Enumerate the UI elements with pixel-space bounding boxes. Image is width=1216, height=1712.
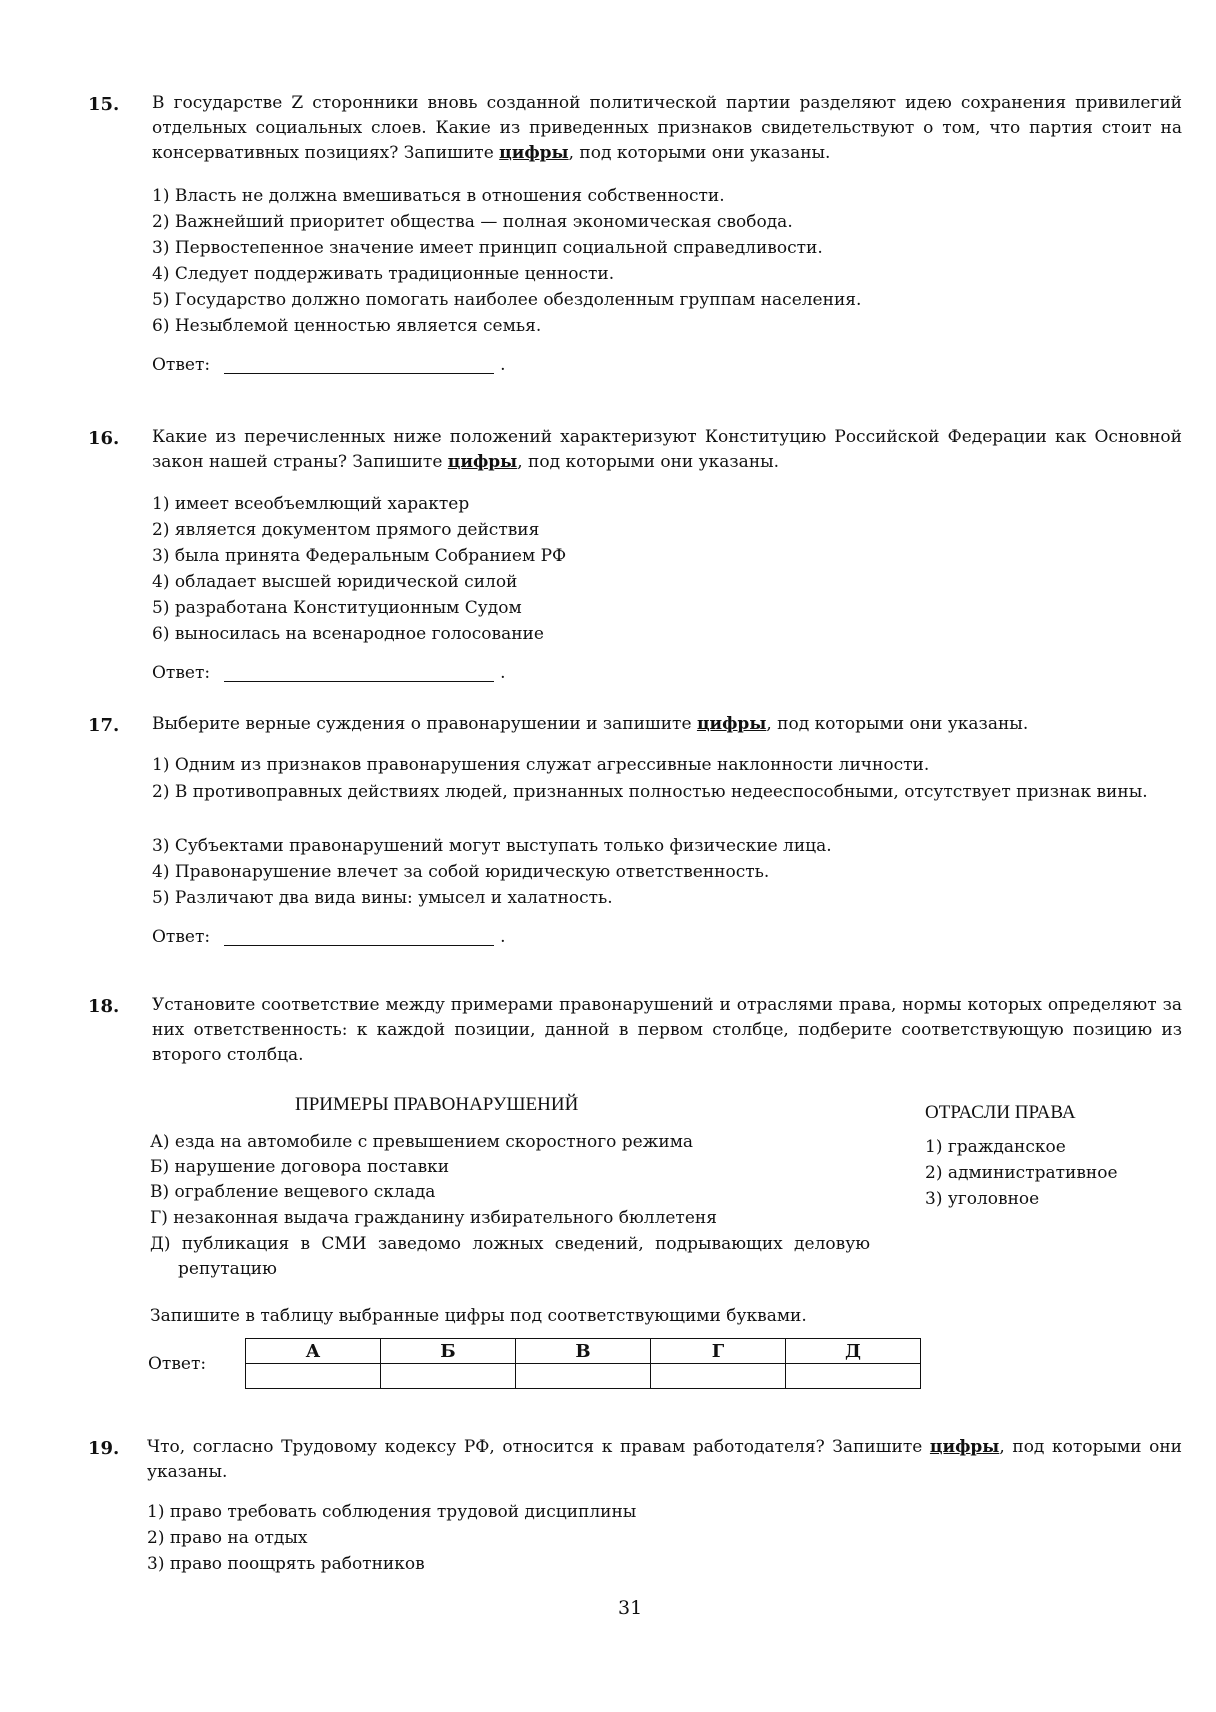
q18-answer-label: Ответ: xyxy=(148,1354,207,1374)
q17-stem-emphasis: цифры xyxy=(696,714,767,734)
q15-option-3: 3) Первостепенное значение имеет принцип социальной справедливости. xyxy=(152,238,823,258)
q15-answer-dot: . xyxy=(500,355,506,375)
q15-stem-tail: , под которыми они указаны. xyxy=(568,143,831,163)
q17-option-5: 5) Различают два вида вины: умысел и халатность. xyxy=(152,888,613,908)
q18-answer-cell-a[interactable] xyxy=(246,1364,381,1389)
q19-option-2: 2) право на отдых xyxy=(147,1528,308,1548)
q15-stem-emphasis: цифры xyxy=(499,143,569,163)
q19-stem-text: Что, согласно Трудовому кодексу РФ, относится к правам работодателя? Запишите xyxy=(147,1437,930,1457)
q17-option-2: 2) В противоправных действиях людей, признанных полностью недееспособными, отсутствует признак вины. xyxy=(152,782,1148,802)
q17-stem xyxy=(152,712,1182,737)
q16-option-3: 3) была принята Федеральным Собранием РФ xyxy=(152,546,567,566)
q15-option-6: 6) Незыблемой ценностью является семья. xyxy=(152,316,542,336)
q19-stem xyxy=(147,1435,1182,1485)
q18-col-g: Г xyxy=(651,1339,786,1364)
q17-answer-line[interactable] xyxy=(224,927,494,946)
q17-stem-tail: , под которыми они указаны. xyxy=(766,714,1029,734)
q18-answer-input-row xyxy=(246,1364,921,1389)
q18-branch-2: 2) административное xyxy=(925,1163,1118,1183)
q16-answer-label: Ответ: xyxy=(152,663,211,683)
q18-answer-cell-d[interactable] xyxy=(786,1364,921,1389)
q18-branch-3: 3) уголовное xyxy=(925,1189,1040,1209)
q19-option-3: 3) право поощрять работников xyxy=(147,1554,425,1574)
q16-answer xyxy=(152,661,506,686)
q18-answer-cell-b[interactable] xyxy=(381,1364,516,1389)
q17-option-4: 4) Правонарушение влечет за собой юридическую ответственность. xyxy=(152,862,770,882)
q15-option-5: 5) Государство должно помогать наиболее обездоленным группам населения. xyxy=(152,290,862,310)
page-number: 31 xyxy=(618,1597,643,1619)
q18-branch-1: 1) гражданское xyxy=(925,1137,1066,1157)
q15-answer-label: Ответ: xyxy=(152,355,211,375)
q17-answer-label: Ответ: xyxy=(152,927,211,947)
q18-table-instruction: Запишите в таблицу выбранные цифры под соответствующими буквами. xyxy=(150,1306,807,1326)
q18-left-heading: ПРИМЕРЫ ПРАВОНАРУШЕНИЙ xyxy=(295,1094,579,1115)
q18-item-v: В) ограбление вещевого склада xyxy=(150,1182,436,1202)
q16-option-6: 6) выносилась на всенародное голосование xyxy=(152,624,544,644)
q18-right-heading: ОТРАСЛИ ПРАВА xyxy=(925,1102,1076,1123)
q17-number: 17. xyxy=(88,715,120,736)
q17-answer xyxy=(152,925,506,950)
q16-option-4: 4) обладает высшей юридической силой xyxy=(152,572,518,592)
q15-option-1: 1) Власть не должна вмешиваться в отношения собственности. xyxy=(152,186,725,206)
q18-answer-cell-v[interactable] xyxy=(516,1364,651,1389)
q16-stem-text: Какие из перечисленных ниже положений характеризуют Конституцию Российской Федерации как Основной закон нашей страны? Запишите xyxy=(152,427,1182,472)
q16-answer-line[interactable] xyxy=(224,663,494,682)
q18-item-a: А) езда на автомобиле с превышением скоростного режима xyxy=(150,1132,694,1152)
q16-stem-tail: , под которыми они указаны. xyxy=(517,452,780,472)
q19-stem-tail: , под которыми они указаны. xyxy=(147,1437,1182,1482)
q15-stem xyxy=(152,91,1182,166)
q15-number: 15. xyxy=(88,94,120,115)
q18-col-v: В xyxy=(516,1339,651,1364)
q18-answer-header-row xyxy=(246,1339,921,1364)
q17-answer-dot: . xyxy=(500,927,506,947)
q16-stem-emphasis: цифры xyxy=(447,452,518,472)
q18-number: 18. xyxy=(88,996,120,1017)
q19-option-1: 1) право требовать соблюдения трудовой дисциплины xyxy=(147,1502,637,1522)
q17-option-3: 3) Субъектами правонарушений могут выступать только физические лица. xyxy=(152,836,832,856)
q18-col-b: Б xyxy=(381,1339,516,1364)
q18-stem: Установите соответствие между примерами правонарушений и отраслями права, нормы которых определяют за них ответственность: к каждой позиции, данной в первом столбце, подберите соответствующую позицию из второго столбца. xyxy=(152,995,1182,1065)
q15-option-2: 2) Важнейший приоритет общества — полная экономическая свобода. xyxy=(152,212,793,232)
q16-option-2: 2) является документом прямого действия xyxy=(152,520,540,540)
q16-option-5: 5) разработана Конституционным Судом xyxy=(152,598,522,618)
q15-answer xyxy=(152,353,506,378)
q16-answer-dot: . xyxy=(500,663,506,683)
q18-item-d: Д) публикация в СМИ заведомо ложных сведений, подрывающих деловую репутацию xyxy=(150,1234,870,1279)
q18-col-a: А xyxy=(246,1339,381,1364)
q17-option-1: 1) Одним из признаков правонарушения служат агрессивные наклонности личности. xyxy=(152,755,930,775)
q18-item-b: Б) нарушение договора поставки xyxy=(150,1157,450,1177)
q18-item-g: Г) незаконная выдача гражданину избирательного бюллетеня xyxy=(150,1208,717,1228)
q16-number: 16. xyxy=(88,428,120,449)
q17-stem-text: Выберите верные суждения о правонарушении и запишите xyxy=(152,714,697,734)
q18-col-d: Д xyxy=(786,1339,921,1364)
q15-stem-text: В государстве Z сторонники вновь созданной политической партии разделяют идею сохранения привилегий отдельных социальных слоев. Какие из приведенных признаков свидетельствуют о том, что партия стоит на консервативных позициях? Запишите xyxy=(152,93,1182,163)
q16-option-1: 1) имеет всеобъемлющий характер xyxy=(152,494,470,514)
q16-stem xyxy=(152,425,1182,475)
q19-number: 19. xyxy=(88,1438,120,1459)
q18-answer-table xyxy=(245,1338,921,1389)
q15-option-4: 4) Следует поддерживать традиционные ценности. xyxy=(152,264,615,284)
q19-stem-emphasis: цифры xyxy=(929,1437,1000,1457)
q15-answer-line[interactable] xyxy=(224,355,494,374)
q18-answer-cell-g[interactable] xyxy=(651,1364,786,1389)
